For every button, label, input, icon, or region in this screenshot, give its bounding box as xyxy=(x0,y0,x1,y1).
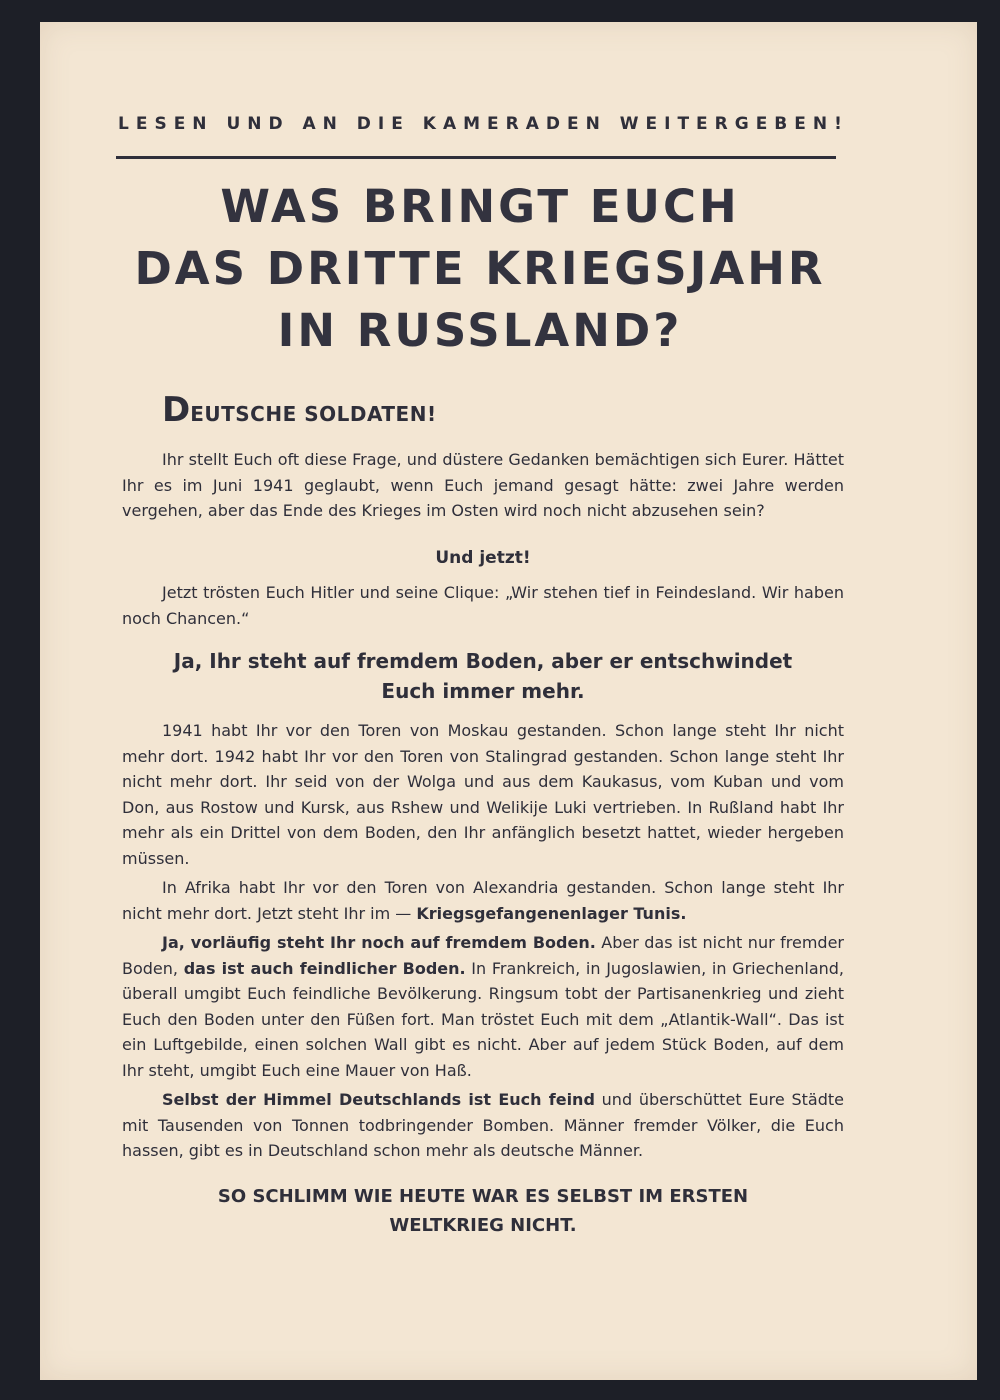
section1-heading: Und jetzt! xyxy=(435,548,531,568)
header-tagline: LESEN UND AN DIE KAMERADEN WEITERGEBEN! xyxy=(118,114,849,134)
section2-heading-line-1: Ja, Ihr steht auf fremdem Boden, aber er entschwindet xyxy=(173,649,793,673)
section2-paragraph-4 xyxy=(122,1087,844,1164)
section1-block xyxy=(122,580,844,631)
intro-paragraph: Ihr stellt Euch oft diese Frage, und düstere Gedanken bemächtigen sich Eurer. Hättet Ihr es im Juni 1941 geglaubt, wenn Euch jemand gesagt hätte: zwei Jahre werden vergehen, aber das Ende des Krieges im Osten wird noch nicht abzusehen sein? xyxy=(122,450,844,520)
section2-paragraph-2 xyxy=(122,875,844,926)
section2-paragraph-4-emphasis: Selbst der Himmel Deutschlands ist Euch feind xyxy=(162,1090,595,1109)
header-divider xyxy=(116,156,836,159)
section2-paragraph-1: 1941 habt Ihr vor den Toren von Moskau gestanden. Schon lange steht Ihr nicht mehr dort. 1942 habt Ihr vor den Toren von Stalingrad gestanden. Schon lange steht Ihr nicht mehr dort. Ihr seid von der Wolga und aus dem Kaukasus, vom Kuban und vom Don, aus Rostow und Kursk, aus Rshew und Welikije Luki vertrieben. In Rußland habt Ihr mehr als ein Drittel von dem Boden, den Ihr anfänglich besetzt hattet, wieder hergeben müssen. xyxy=(122,721,844,868)
section2-paragraph-3-text-1: Aber das ist nicht nur fremder Boden, xyxy=(122,933,844,978)
closing-line-1: SO SCHLIMM WIE HEUTE WAR ES SELBST IM ERSTEN xyxy=(217,1186,749,1207)
section2-paragraph-4-text: und überschüttet Eure Städte mit Tausenden von Tonnen todbringender Bomben. Männer fremder Völker, die Euch hassen, gibt es in Deutschland schon mehr als deutsche Männer. xyxy=(122,1090,844,1160)
section2-paragraph-3-emphasis-2: das ist auch feindlicher Boden. xyxy=(183,958,466,978)
closing-line-2: WELTKRIEG NICHT. xyxy=(389,1215,577,1236)
section2-heading xyxy=(122,646,844,706)
salutation-rest: EUTSCHE SOLDATEN! xyxy=(190,402,437,426)
closing-statement xyxy=(122,1182,844,1240)
section2-paragraph-3-emphasis-1: Ja, vorläufig steht Ihr noch auf fremdem Boden. xyxy=(162,933,596,952)
section2-heading-line-2: Euch immer mehr. xyxy=(381,679,585,703)
intro-block xyxy=(122,447,844,524)
salutation xyxy=(162,390,437,430)
section2-paragraph-2-text: In Afrika habt Ihr vor den Toren von Alexandria gestanden. Schon lange steht Ihr nicht mehr dort. Jetzt steht Ihr im — xyxy=(122,878,844,923)
section2-paragraph-3 xyxy=(122,930,844,1083)
main-headline xyxy=(90,176,870,362)
section1-paragraph: Jetzt trösten Euch Hitler und seine Clique: „Wir stehen tief in Feindesland. Wir haben noch Chancen.“ xyxy=(122,583,844,628)
salutation-initial: D xyxy=(162,390,191,430)
section2-paragraph-2-emphasis: Kriegsgefangenenlager Tunis. xyxy=(416,903,687,923)
section2-block xyxy=(122,718,844,1168)
section2-paragraph-3-text-2: In Frankreich, in Jugoslawien, in Griechenland, überall umgibt Euch feindliche Bevölkerung. Ringsum tobt der Partisanenkrieg und zieht Euch den Boden unter den Füßen fort. Man tröstet Euch mit dem „Atlantik-Wall“. Das ist ein Luftgebilde, einen solchen Wall gibt es nicht. Aber auf jedem Stück Boden, auf dem Ihr steht, umgibt Euch eine Mauer von Haß. xyxy=(122,958,845,1080)
headline-line-2: DAS DRITTE KRIEGSJAHR xyxy=(134,242,826,295)
headline-line-3: IN RUSSLAND? xyxy=(277,304,683,357)
headline-line-1: WAS BRINGT EUCH xyxy=(220,180,740,233)
